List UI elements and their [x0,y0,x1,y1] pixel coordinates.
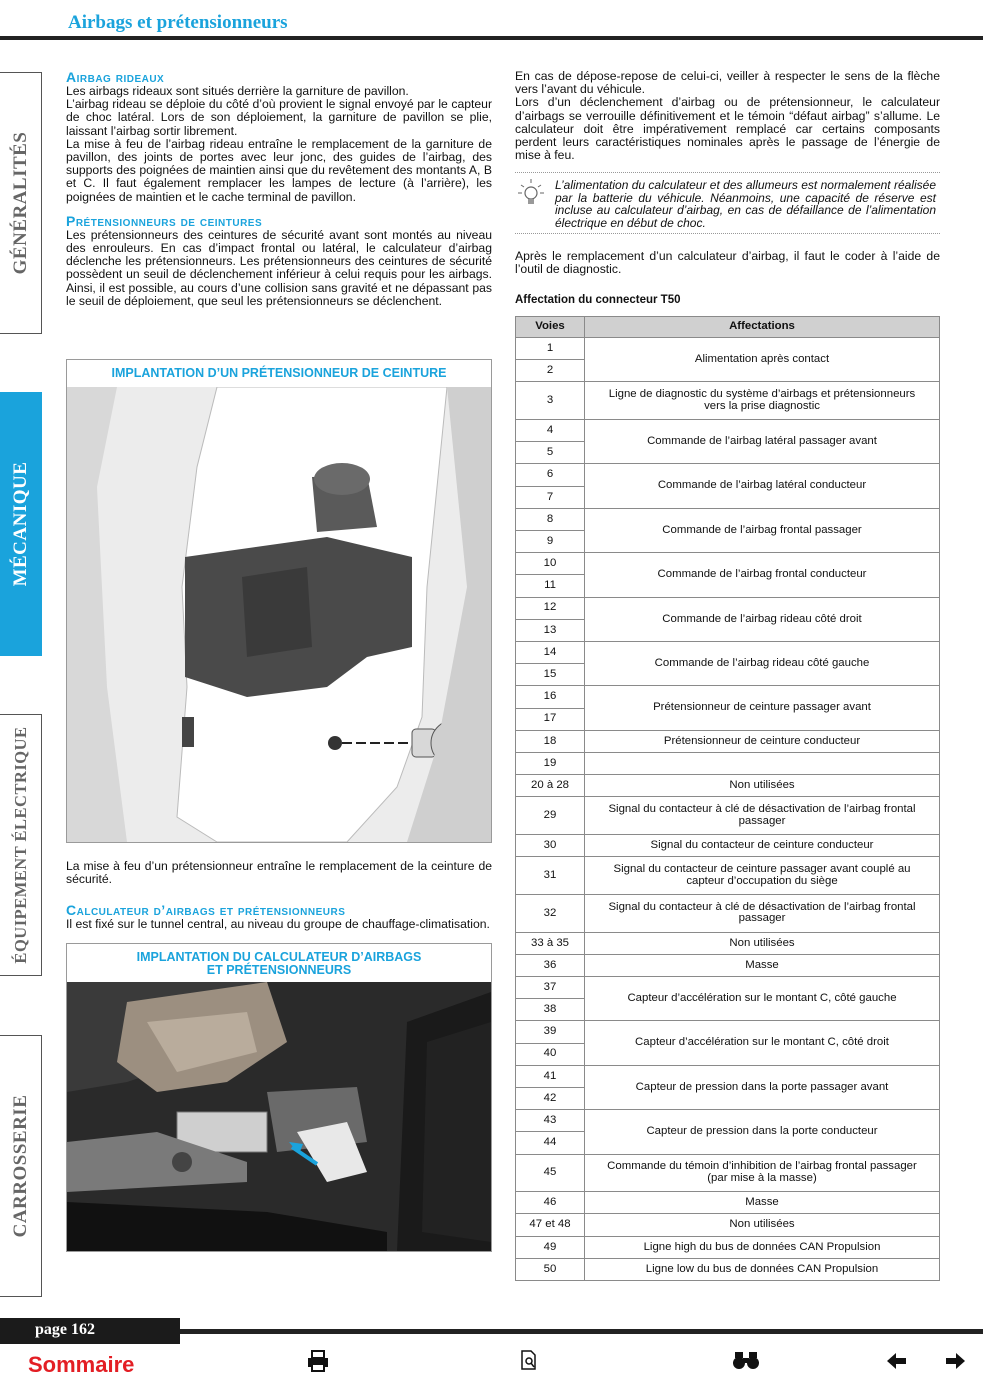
cell-affectation: Non utilisées [585,775,940,797]
table-row [516,420,940,442]
figure-calculateur [66,943,492,1252]
table-row [516,1258,940,1280]
table-row [516,1192,940,1214]
table-title: Affectation du connecteur T50 [515,294,681,306]
cell-voie: 46 [516,1192,585,1214]
cell-voie: 2 [516,360,585,382]
figure-title-line1: IMPLANTATION DU CALCULATEUR D’AIRBAGS [136,950,422,964]
binoculars-icon[interactable] [733,1350,759,1376]
table-row [516,1154,940,1192]
cell-affectation: Commande de l’airbag frontal passager [585,508,940,552]
table-row [516,1214,940,1236]
tab-generalites-label: GÉNÉRALITÉS [9,131,31,275]
table-row [516,835,940,857]
cell-voie: 6 [516,464,585,486]
figure-pretensionneur [66,359,492,843]
figure-title-line2: ET PRÉTENSIONNEURS [206,963,352,977]
cell-voie: 5 [516,442,585,464]
cell-affectation: Signal du contacteur de ceinture conducteur [585,835,940,857]
pretensionneur-photo [67,387,491,842]
cell-voie: 37 [516,977,585,999]
heading-calculateur: Calculateur d’airbags et prétensionneurs [66,902,346,919]
paragraph: L’airbag rideau se déploie du côté d’où provient le signal envoyé par le capteur de choc latéral. Lors de son déploiement, la garniture de pavillon se plie, laissant l’airbag sortir librement. [66,97,492,138]
cell-voie: 1 [516,338,585,360]
table-row [516,338,940,360]
cell-voie: 16 [516,686,585,708]
cell-affectation: Prétensionneur de ceinture conducteur [585,730,940,752]
cell-affectation: Non utilisées [585,1214,940,1236]
cell-affectation: Prétensionneur de ceinture passager avant [585,686,940,730]
printer-icon[interactable] [306,1350,330,1378]
cell-voie: 9 [516,531,585,553]
table-row [516,894,940,932]
cell-voie: 49 [516,1236,585,1258]
page-header-title: Airbags et prétensionneurs [68,12,288,33]
cell-voie: 43 [516,1110,585,1132]
cell-voie: 32 [516,894,585,932]
cell-voie: 17 [516,708,585,730]
cell-affectation: Non utilisées [585,932,940,954]
cell-voie: 10 [516,553,585,575]
cell-voie: 4 [516,420,585,442]
note-text: L’alimentation du calculateur et des allumeurs est normalement réalisée par la batterie du véhicule. Néanmoins, une capacité de réserve est incluse au calculateur d’airbag, en cas de défaillance de l’alimentation électrique en début de choc. [555,178,936,230]
header-affectations: Affectations [585,317,940,338]
right-text-block-1 [515,70,940,162]
cell-affectation: Capteur de pression dans la porte conducteur [585,1110,940,1154]
tab-carrosserie-label: CARROSSERIE [9,1094,31,1238]
connector-table [515,316,940,1281]
lightbulb-icon [517,177,545,211]
table-row [516,730,940,752]
paragraph: Lors d’un déclenchement d’airbag ou de prétensionneur, le calculateur d’airbags se verrouille définitivement et le témoin “défaut airbag” s’allume. Le calculateur doit être impérativement remplacé car certains composants perdent leurs caractéristiques nominales après le passage de l’énergie de mise à feu. [515,95,940,163]
cell-voie: 33 à 35 [516,932,585,954]
cell-affectation: Ligne high du bus de données CAN Propulsion [585,1236,940,1258]
table-header-row [516,317,940,338]
page-number-box [0,1318,180,1344]
heading-pretensionneurs: Prétensionneurs de ceintures [66,212,263,229]
cell-voie: 41 [516,1065,585,1087]
table-row [516,932,940,954]
table-row [516,1236,940,1258]
table-row [516,1110,940,1132]
cell-affectation: Commande de l’airbag rideau côté droit [585,597,940,641]
cell-affectation: Masse [585,954,940,976]
cell-affectation: Signal du contacteur de ceinture passager avant couplé au capteur d’occupation du siège [585,857,940,895]
cell-voie: 40 [516,1043,585,1065]
paragraph: Les prétensionneurs des ceintures de sécurité avant sont montés au niveau des enrouleurs. En cas d’impact frontal ou latéral, le calculateur d’airbag déclenche les prétensionneurs. Les prétensionneurs des ceintures de sécurité possèdent un seuil de déclenchement inférieur à celui requis pour les airbags. Ainsi, il est possible, au cours d’une collision sans gravité et ne dépassant pas le seuil de déploiement, que seul les prétensionneurs se déclenchent. [66,227,492,308]
table-row [516,686,940,708]
cell-voie: 8 [516,508,585,530]
cell-voie: 15 [516,664,585,686]
paragraph: En cas de dépose-repose de celui-ci, veiller à respecter le sens de la flèche vers l’avant du véhicule. [515,69,940,97]
cell-affectation: Signal du contacteur à clé de désactivation de l’airbag frontal passager [585,894,940,932]
tab-equipement-electrique[interactable] [0,714,42,976]
paragraph: Il est fixé sur le tunnel central, au niveau du groupe de chauffage-climatisation. [66,917,490,932]
arrow-right-icon[interactable] [946,1350,966,1376]
sommaire-link[interactable]: Sommaire [28,1352,135,1377]
cell-voie: 19 [516,752,585,774]
cell-affectation: Capteur d’accélération sur le montant C, côté gauche [585,977,940,1021]
table-row [516,752,940,774]
table-row [516,382,940,420]
header-rule [0,36,983,40]
note-box [515,172,940,234]
table-row [516,797,940,835]
cell-voie: 45 [516,1154,585,1192]
figure-title: IMPLANTATION D’UN PRÉTENSIONNEUR DE CEINTURE [111,366,447,380]
cell-voie: 20 à 28 [516,775,585,797]
left-text-block-2 [66,860,492,932]
cell-affectation: Commande de l’airbag rideau côté gauche [585,641,940,685]
cell-voie: 31 [516,857,585,895]
cell-affectation: Ligne low du bus de données CAN Propulsion [585,1258,940,1280]
right-text-block-2 [515,250,940,276]
cell-voie: 3 [516,382,585,420]
arrow-left-icon[interactable] [887,1350,907,1376]
table-row [516,553,940,575]
table-row [516,597,940,619]
table-row [516,508,940,530]
paragraph: Après le remplacement d’un calculateur d’airbag, il faut le coder à l’aide de l’outil de diagnostic. [515,249,940,277]
cell-affectation: Commande de l’airbag frontal conducteur [585,553,940,597]
cell-affectation: Commande de l’airbag latéral conducteur [585,464,940,508]
cell-voie: 50 [516,1258,585,1280]
cell-affectation: Commande de l’airbag latéral passager avant [585,420,940,464]
tab-mecanique[interactable] [0,392,42,656]
tab-equipement-label: ÉQUIPEMENT ÉLECTRIQUE [10,726,30,964]
paragraph: La mise à feu d’un prétensionneur entraîne le remplacement de la ceinture de sécurité. [66,859,492,887]
cell-voie: 13 [516,619,585,641]
paragraph: Les airbags rideaux sont situés derrière la garniture de pavillon. [66,84,409,98]
cell-affectation: Capteur d’accélération sur le montant C, côté droit [585,1021,940,1065]
calculateur-photo [67,982,491,1251]
cell-voie: 14 [516,641,585,663]
cell-voie: 39 [516,1021,585,1043]
cell-voie: 47 et 48 [516,1214,585,1236]
cell-voie: 42 [516,1088,585,1110]
cell-voie: 36 [516,954,585,976]
cell-affectation: Signal du contacteur à clé de désactivation de l’airbag frontal passager [585,797,940,835]
table-row [516,464,940,486]
cell-affectation: Commande du témoin d’inhibition de l’airbag frontal passager (par mise à la masse) [585,1154,940,1192]
cell-voie: 38 [516,999,585,1021]
cell-affectation [585,752,940,774]
header-voies: Voies [516,317,585,338]
table-row [516,641,940,663]
cell-voie: 11 [516,575,585,597]
table-row [516,954,940,976]
paragraph: La mise à feu de l’airbag rideau entraîne le remplacement de la garniture de pavillon, des joints de portes avec leur jonc, des guides de l’airbag, des supports des poignées de maintien ainsi que du revêtement des montants A, B et C. Il faut également remplacer les lampes de lecture (à l’arrière), les poignées de maintien et le cache terminal de pavillon. [66,136,492,204]
table-row [516,857,940,895]
cell-voie: 44 [516,1132,585,1154]
cell-affectation: Ligne de diagnostic du système d’airbags et prétensionneurs vers la prise diagnostic [585,382,940,420]
table-row [516,1065,940,1087]
table-row [516,977,940,999]
heading-airbag-rideaux: Airbag rideaux [66,69,165,85]
tab-mecanique-label: MÉCANIQUE [9,461,31,587]
cell-voie: 12 [516,597,585,619]
table-row [516,775,940,797]
tab-generalites[interactable] [0,72,42,334]
cell-voie: 7 [516,486,585,508]
tab-carrosserie[interactable] [0,1035,42,1297]
cell-affectation: Capteur de pression dans la porte passager avant [585,1065,940,1109]
table-row [516,1021,940,1043]
cell-affectation: Alimentation après contact [585,338,940,382]
cell-voie: 30 [516,835,585,857]
cell-voie: 18 [516,730,585,752]
cell-affectation: Masse [585,1192,940,1214]
document-icon[interactable] [520,1350,538,1376]
cell-voie: 29 [516,797,585,835]
page-number: page 162 [35,1321,95,1338]
left-text-block-1 [66,70,492,308]
